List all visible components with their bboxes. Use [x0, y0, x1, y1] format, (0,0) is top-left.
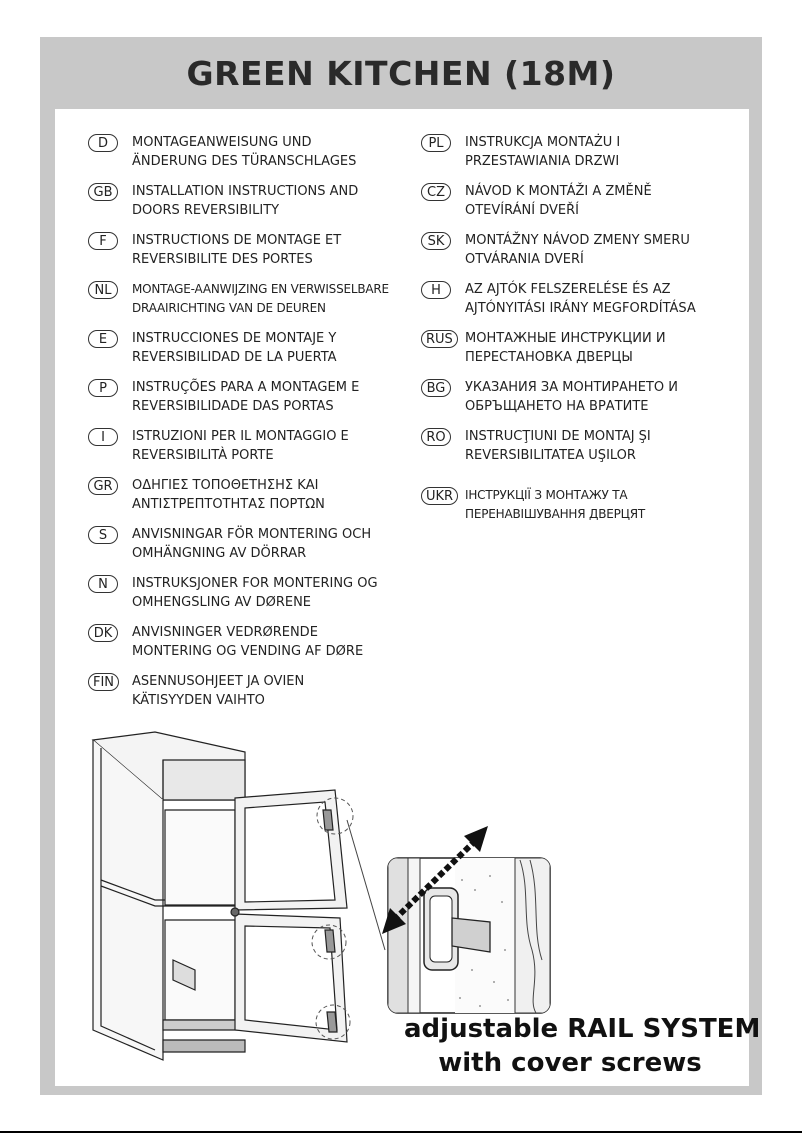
language-entry: [88, 378, 408, 427]
language-title: ANVISNINGER VEDRØRENDE MONTERING OG VENDING AF DØRE: [132, 625, 364, 659]
header-bar: [40, 37, 762, 109]
language-entry: [88, 231, 408, 280]
language-entry: [421, 329, 741, 378]
language-title: INSTALLATION INSTRUCTIONS AND DOORS REVERSIBILITY: [132, 184, 359, 218]
language-entry: [88, 574, 408, 623]
language-title: МОНТАЖНЫЕ ИНСТРУКЦИИ И ПЕРЕСТАНОВКА ДВЕРЦЫ: [465, 331, 666, 365]
language-list-left: [88, 133, 408, 721]
language-title: ASENNUSOHJEET JA OVIEN KÄTISYYDEN VAIHTO: [132, 674, 305, 708]
page-title: GREEN KITCHEN (18M): [186, 53, 616, 93]
language-title: ІНСТРУКЦІЇ З МОНТАЖУ ТА ПЕРЕНАВІШУВАННЯ ДВЕРЦЯТ: [465, 488, 646, 521]
language-title: MONTÁŽNY NÁVOD ZMENY SMERU OTVÁRANIA DVERÍ: [465, 233, 690, 267]
language-code-badge: RUS: [421, 330, 458, 348]
language-entry: [88, 427, 408, 476]
language-code-badge: RO: [421, 428, 451, 446]
language-entry: [88, 672, 408, 721]
language-title: INSTRUCTIONS DE MONTAGE ET REVERSIBILITE DES PORTES: [132, 233, 342, 267]
language-entry: [88, 133, 408, 182]
language-code-badge: N: [88, 575, 118, 593]
language-code-badge: SK: [421, 232, 451, 250]
language-title: INSTRUCCIONES DE MONTAJE Y REVERSIBILIDAD DE LA PUERTA: [132, 331, 337, 365]
language-title: MONTAGE-AANWIJZING EN VERWISSELBARE DRAAIRICHTING VAN DE DEUREN: [132, 282, 389, 315]
language-code-badge: F: [88, 232, 118, 250]
rail-system-caption: [404, 1012, 761, 1080]
language-list-right: [421, 133, 741, 535]
language-code-badge: UKR: [421, 487, 458, 505]
language-code-badge: BG: [421, 379, 451, 397]
language-code-badge: P: [88, 379, 118, 397]
language-entry: [88, 623, 408, 672]
language-entry: [421, 182, 741, 231]
language-entry: [88, 280, 408, 329]
language-entry: [421, 427, 741, 476]
language-code-badge: I: [88, 428, 118, 446]
caption-line-1: adjustable RAIL SYSTEM: [404, 1014, 761, 1044]
language-entry: [421, 231, 741, 280]
caption-line-2: with cover screws: [438, 1048, 702, 1078]
language-entry: [421, 486, 741, 535]
language-title: NÁVOD K MONTÁŽI A ZMĚNĚ OTEVÍRÁNÍ DVEŘÍ: [465, 184, 652, 218]
language-title: ΟΔΗΓΙΕΣ ΤΟΠΟΘΕΤΗΣΗΣ ΚΑΙ ΑΝΤΙΣΤΡΕΠΤΟΤΗΤΑΣ ΠΟΡΤΩΝ: [132, 478, 325, 512]
language-code-badge: FIN: [88, 673, 119, 691]
language-entry: [88, 182, 408, 231]
language-title: INSTRUÇÕES PARA A MONTAGEM E REVERSIBILIDADE DAS PORTAS: [132, 380, 360, 414]
language-code-badge: PL: [421, 134, 451, 152]
language-title: INSTRUKCJA MONTAŻU I PRZESTAWIANIA DRZWI: [465, 135, 621, 169]
language-entry: [88, 525, 408, 574]
language-code-badge: D: [88, 134, 118, 152]
language-code-badge: GR: [88, 477, 118, 495]
language-code-badge: H: [421, 281, 451, 299]
language-code-badge: E: [88, 330, 118, 348]
language-code-badge: GB: [88, 183, 118, 201]
language-title: MONTAGEANWEISUNG UND ÄNDERUNG DES TÜRANSCHLAGES: [132, 135, 357, 169]
language-code-badge: CZ: [421, 183, 451, 201]
language-title: INSTRUCŢIUNI DE MONTAJ ŞI REVERSIBILITATEA UŞILOR: [465, 429, 651, 463]
language-entry: [88, 476, 408, 525]
language-code-badge: NL: [88, 281, 118, 299]
language-entry: [421, 378, 741, 427]
language-entry: [421, 280, 741, 329]
language-entry: [88, 329, 408, 378]
language-title: ANVISNINGAR FÖR MONTERING OCH OMHÄNGNING AV DÖRRAR: [132, 527, 372, 561]
language-entry: [421, 133, 741, 182]
language-title: INSTRUKSJONER FOR MONTERING OG OMHENGSLING AV DØRENE: [132, 576, 378, 610]
language-title: AZ AJTÓK FELSZERELÉSE ÉS AZ AJTÓNYITÁSI IRÁNY MEGFORDÍTÁSA: [465, 282, 696, 316]
language-title: УКАЗАНИЯ ЗА МОНТИРАНЕТО И ОБРЪЩАНЕТО НА ВРАТИТЕ: [465, 380, 678, 414]
language-title: ISTRUZIONI PER IL MONTAGGIO E REVERSIBILITÀ PORTE: [132, 429, 349, 463]
language-code-badge: DK: [88, 624, 118, 642]
rail-detail-zoom: [380, 810, 560, 1020]
language-code-badge: S: [88, 526, 118, 544]
